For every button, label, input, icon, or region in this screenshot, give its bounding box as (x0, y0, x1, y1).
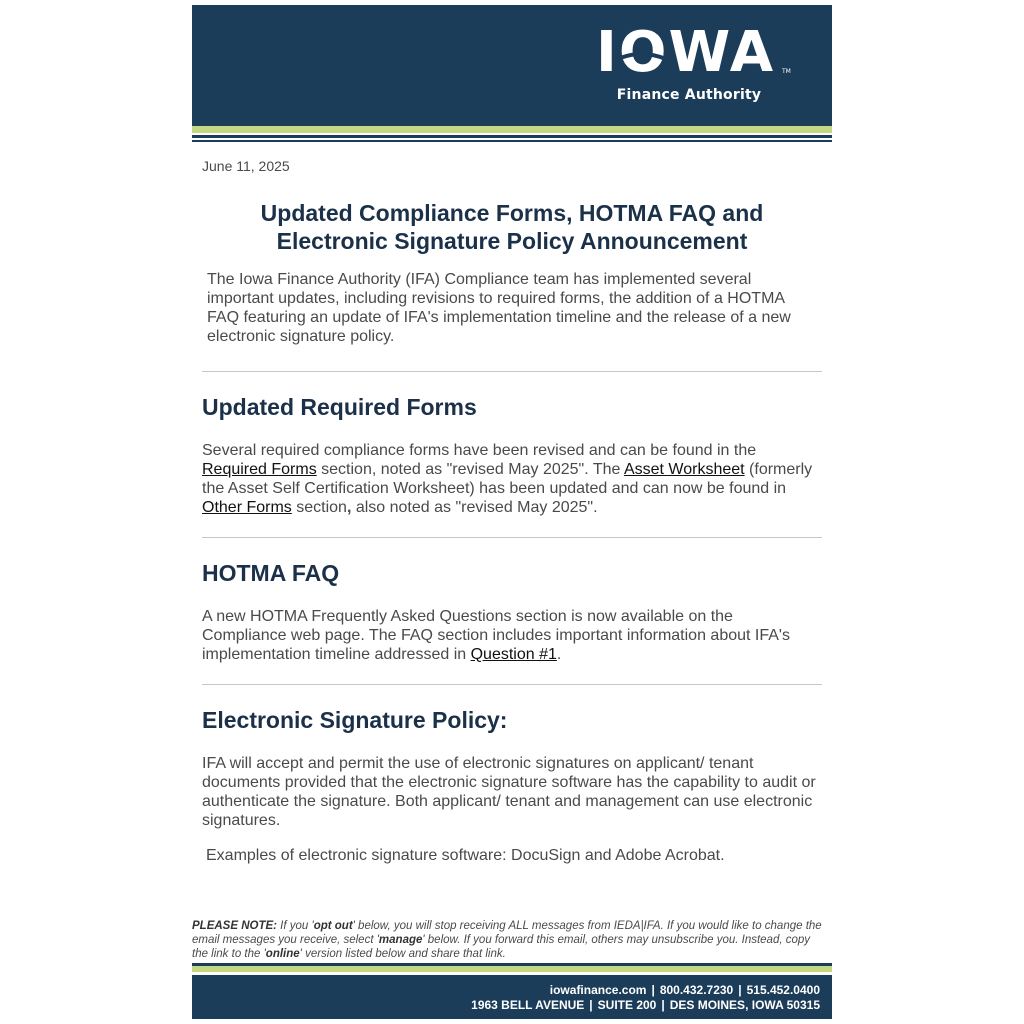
logo-tm: TM (782, 68, 791, 75)
section-title-forms: Updated Required Forms (202, 394, 477, 420)
header-stripe-lime (192, 126, 832, 133)
footer-separator: | (738, 983, 742, 997)
question-1-link[interactable]: Question #1 (470, 646, 557, 663)
note-label: PLEASE NOTE: (192, 920, 277, 932)
send-date: June 11, 2025 (202, 158, 290, 174)
forms-text-1: Several required compliance forms have been revised and can be found in the (202, 442, 757, 459)
note-manage: manage (378, 934, 423, 946)
faq-paragraph (202, 607, 817, 664)
footer-contact-line (550, 983, 820, 997)
footer-separator: | (589, 998, 593, 1012)
asset-worksheet-link[interactable]: Asset Worksheet (623, 461, 745, 478)
footer-stripe-navy (192, 963, 832, 966)
footer-banner (192, 975, 832, 1019)
section-title-esig: Electronic Signature Policy: (202, 707, 508, 733)
forms-paragraph (202, 441, 817, 517)
required-forms-link[interactable]: Required Forms (202, 461, 317, 478)
page-title (222, 199, 802, 255)
address-city: DES MOINES, IOWA 50315 (669, 998, 820, 1012)
faq-text-2: . (556, 646, 562, 663)
divider (202, 371, 822, 372)
other-forms-link[interactable]: Other Forms (202, 499, 292, 516)
forms-comma: , (346, 499, 352, 516)
footer-stripe-gap (192, 972, 832, 973)
note-opt-out: opt out (313, 920, 353, 932)
footer-separator: | (651, 983, 655, 997)
forms-text-4: section (291, 499, 347, 516)
header-stripe-navy-2 (192, 140, 832, 142)
logo-subtitle: Finance Authority (616, 87, 762, 103)
note-text-3: ' below. If you forward this email, others may unsubscribe you. Instead, copy the link to the ' (192, 934, 811, 960)
note-text-1: If you ' (276, 920, 314, 932)
unsubscribe-note (192, 919, 822, 961)
esig-paragraph: IFA will accept and permit the use of electronic signatures on applicant/ tenant documents provided that the electronic signature software has the capability to audit or authenticate the signature. Both applicant/ tenant and management can use electronic signatures. (202, 755, 816, 829)
note-text-2: ' below, you will stop receiving ALL messages from IEDA|IFA. If you would like to change the email messages you receive, select ' (192, 920, 822, 946)
divider (202, 684, 822, 685)
footer-separator: | (661, 998, 665, 1012)
iowa-logo (596, 19, 796, 89)
divider (202, 537, 822, 538)
intro-paragraph: The Iowa Finance Authority (IFA) Compliance team has implemented several important updates, including revisions to required forms, the addition of a HOTMA FAQ featuring an update of IFA's implementation timeline and the release of a new electronic signature policy. (207, 271, 791, 345)
title-line-1: Updated Compliance Forms, HOTMA FAQ and (260, 200, 764, 226)
email-body (192, 5, 832, 1019)
forms-text-5: also noted as "revised May 2025". (351, 499, 598, 516)
header-banner (192, 5, 832, 126)
website-link[interactable]: iowafinance.com (549, 983, 647, 997)
note-text-4: ' version listed below and share that link. (299, 948, 506, 960)
phone-2: 515.452.0400 (746, 983, 820, 997)
section-title-faq: HOTMA FAQ (202, 560, 340, 586)
address-suite: SUITE 200 (597, 998, 657, 1012)
footer-address-line (471, 998, 820, 1012)
esig-examples: Examples of electronic signature software: DocuSign and Adobe Acrobat. (206, 847, 725, 864)
forms-text-2: section, noted as "revised May 2025". The (316, 461, 624, 478)
phone-1: 800.432.7230 (659, 983, 734, 997)
forms-text-3: (formerly the Asset Self Certification Worksheet) has been updated and can now be found in (202, 461, 813, 497)
title-line-2: Electronic Signature Policy Announcement (276, 228, 748, 254)
logo-text: IOWA (596, 20, 776, 85)
address-street: 1963 BELL AVENUE (471, 998, 585, 1012)
faq-text-1: A new HOTMA Frequently Asked Questions section is now available on the Compliance web page. The FAQ section includes important information about IFA's implementation timeline addressed in (202, 608, 790, 663)
note-online: online (265, 948, 300, 960)
